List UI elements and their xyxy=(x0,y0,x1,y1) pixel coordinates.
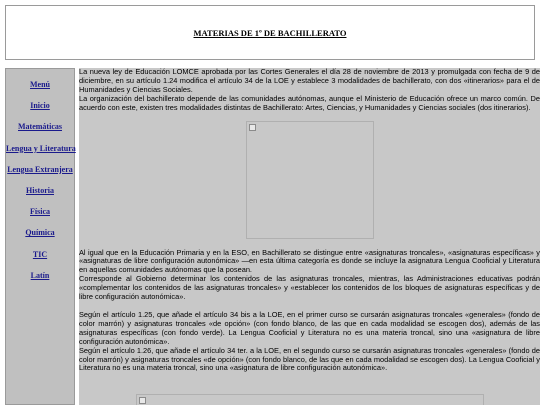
broken-image-placeholder-2 xyxy=(136,394,484,405)
menu-item-inicio[interactable]: Inicio xyxy=(30,101,50,111)
menu-item-tic[interactable]: TIC xyxy=(32,249,48,259)
subjects-paragraph: Al igual que en la Educación Primaria y en la ESO, en Bachillerato se distingue entre «asignaturas troncales», «asignaturas específicas» y «asignaturas de libre configuración autonómica» —en esta última categoría es donde se incluye la asignatura Lengua Cooficial y Literatura en aquellas comunidades autónomas que la posean. xyxy=(79,247,540,275)
menu-item-matematicas[interactable]: Matemáticas xyxy=(18,122,62,132)
intro-paragraph: La nueva ley de Educación LOMCE aprobada por las Cortes Generales el día 28 de noviembre de 2013 y promulgada con fecha de 9 de diciembre, en su artículo 1.24 modifica el artículo 34 de la LOE y establece 3 modalidades de bachillerato, con dos «itinerarios» para el de Humanidades y Ciencias Sociales. xyxy=(79,68,540,94)
government-paragraph: Corresponde al Gobierno determinar los contenidos de las asignaturas troncales, mientras, las Administraciones educativas podrán «complementar los contenidos de las asignaturas troncales» y «establecer los contenidos de los bloques de asignaturas específicas y de libre configuración autonómica». xyxy=(79,274,540,302)
sidebar-menu xyxy=(5,68,75,405)
second-course-paragraph: Según el artículo 1.26, que añade el artículo 34 ter. a la LOE, en el segundo curso se cursarán asignaturas troncales «generales» (fondo de color marrón) y asignaturas troncales «de opción» (con fondo blanco, de las que en cada modalidad se escogen dos). La Lengua Cooficial y Literatura no es una materia troncal, sino una «asignatura de libre configuración autonómica». xyxy=(79,345,540,373)
page-title: MATERIAS DE 1º DE BACHILLERATO xyxy=(193,27,347,38)
menu-item-historia[interactable]: Historia xyxy=(26,185,54,195)
first-course-paragraph: Según el artículo 1.25, que añade el artículo 34 bis a la LOE, en el primer curso se cursarán asignaturas troncales «generales» (fondo de color marrón) y asignaturas troncales «de opción» (con fondo blanco, de las que en cada modalidad se escogen dos), además de las asignaturas específicas (con fondo verde). La Lengua Cooficial y Literatura no es una materia troncal, sino una «asignatura de libre configuración autonómica». xyxy=(79,309,540,346)
menu-item-lengua-literatura[interactable]: Lengua y Literatura xyxy=(6,143,76,153)
broken-image-icon xyxy=(249,124,256,131)
page-header xyxy=(5,5,535,60)
broken-image-placeholder xyxy=(246,121,374,239)
menu-item-lengua-extranjera[interactable]: Lengua Extranjera xyxy=(7,164,73,174)
menu-item-quimica[interactable]: Química xyxy=(25,228,55,238)
menu-item-fisica[interactable]: Física xyxy=(30,207,50,217)
menu-heading[interactable]: Menú xyxy=(30,80,50,89)
menu-item-latin[interactable]: Latín xyxy=(30,270,50,280)
broken-image-icon xyxy=(139,397,146,404)
main-content xyxy=(79,68,540,405)
organization-paragraph: La organización del bachillerato depende de las comunidades autónomas, aunque el Ministerio de Educación ofrece un marco común. De acuerdo con este, existen tres modalidades distintas de Bachillerato: Artes, Ciencias, y Humanidades y Ciencias sociales (dos itinerarios). xyxy=(79,93,540,112)
